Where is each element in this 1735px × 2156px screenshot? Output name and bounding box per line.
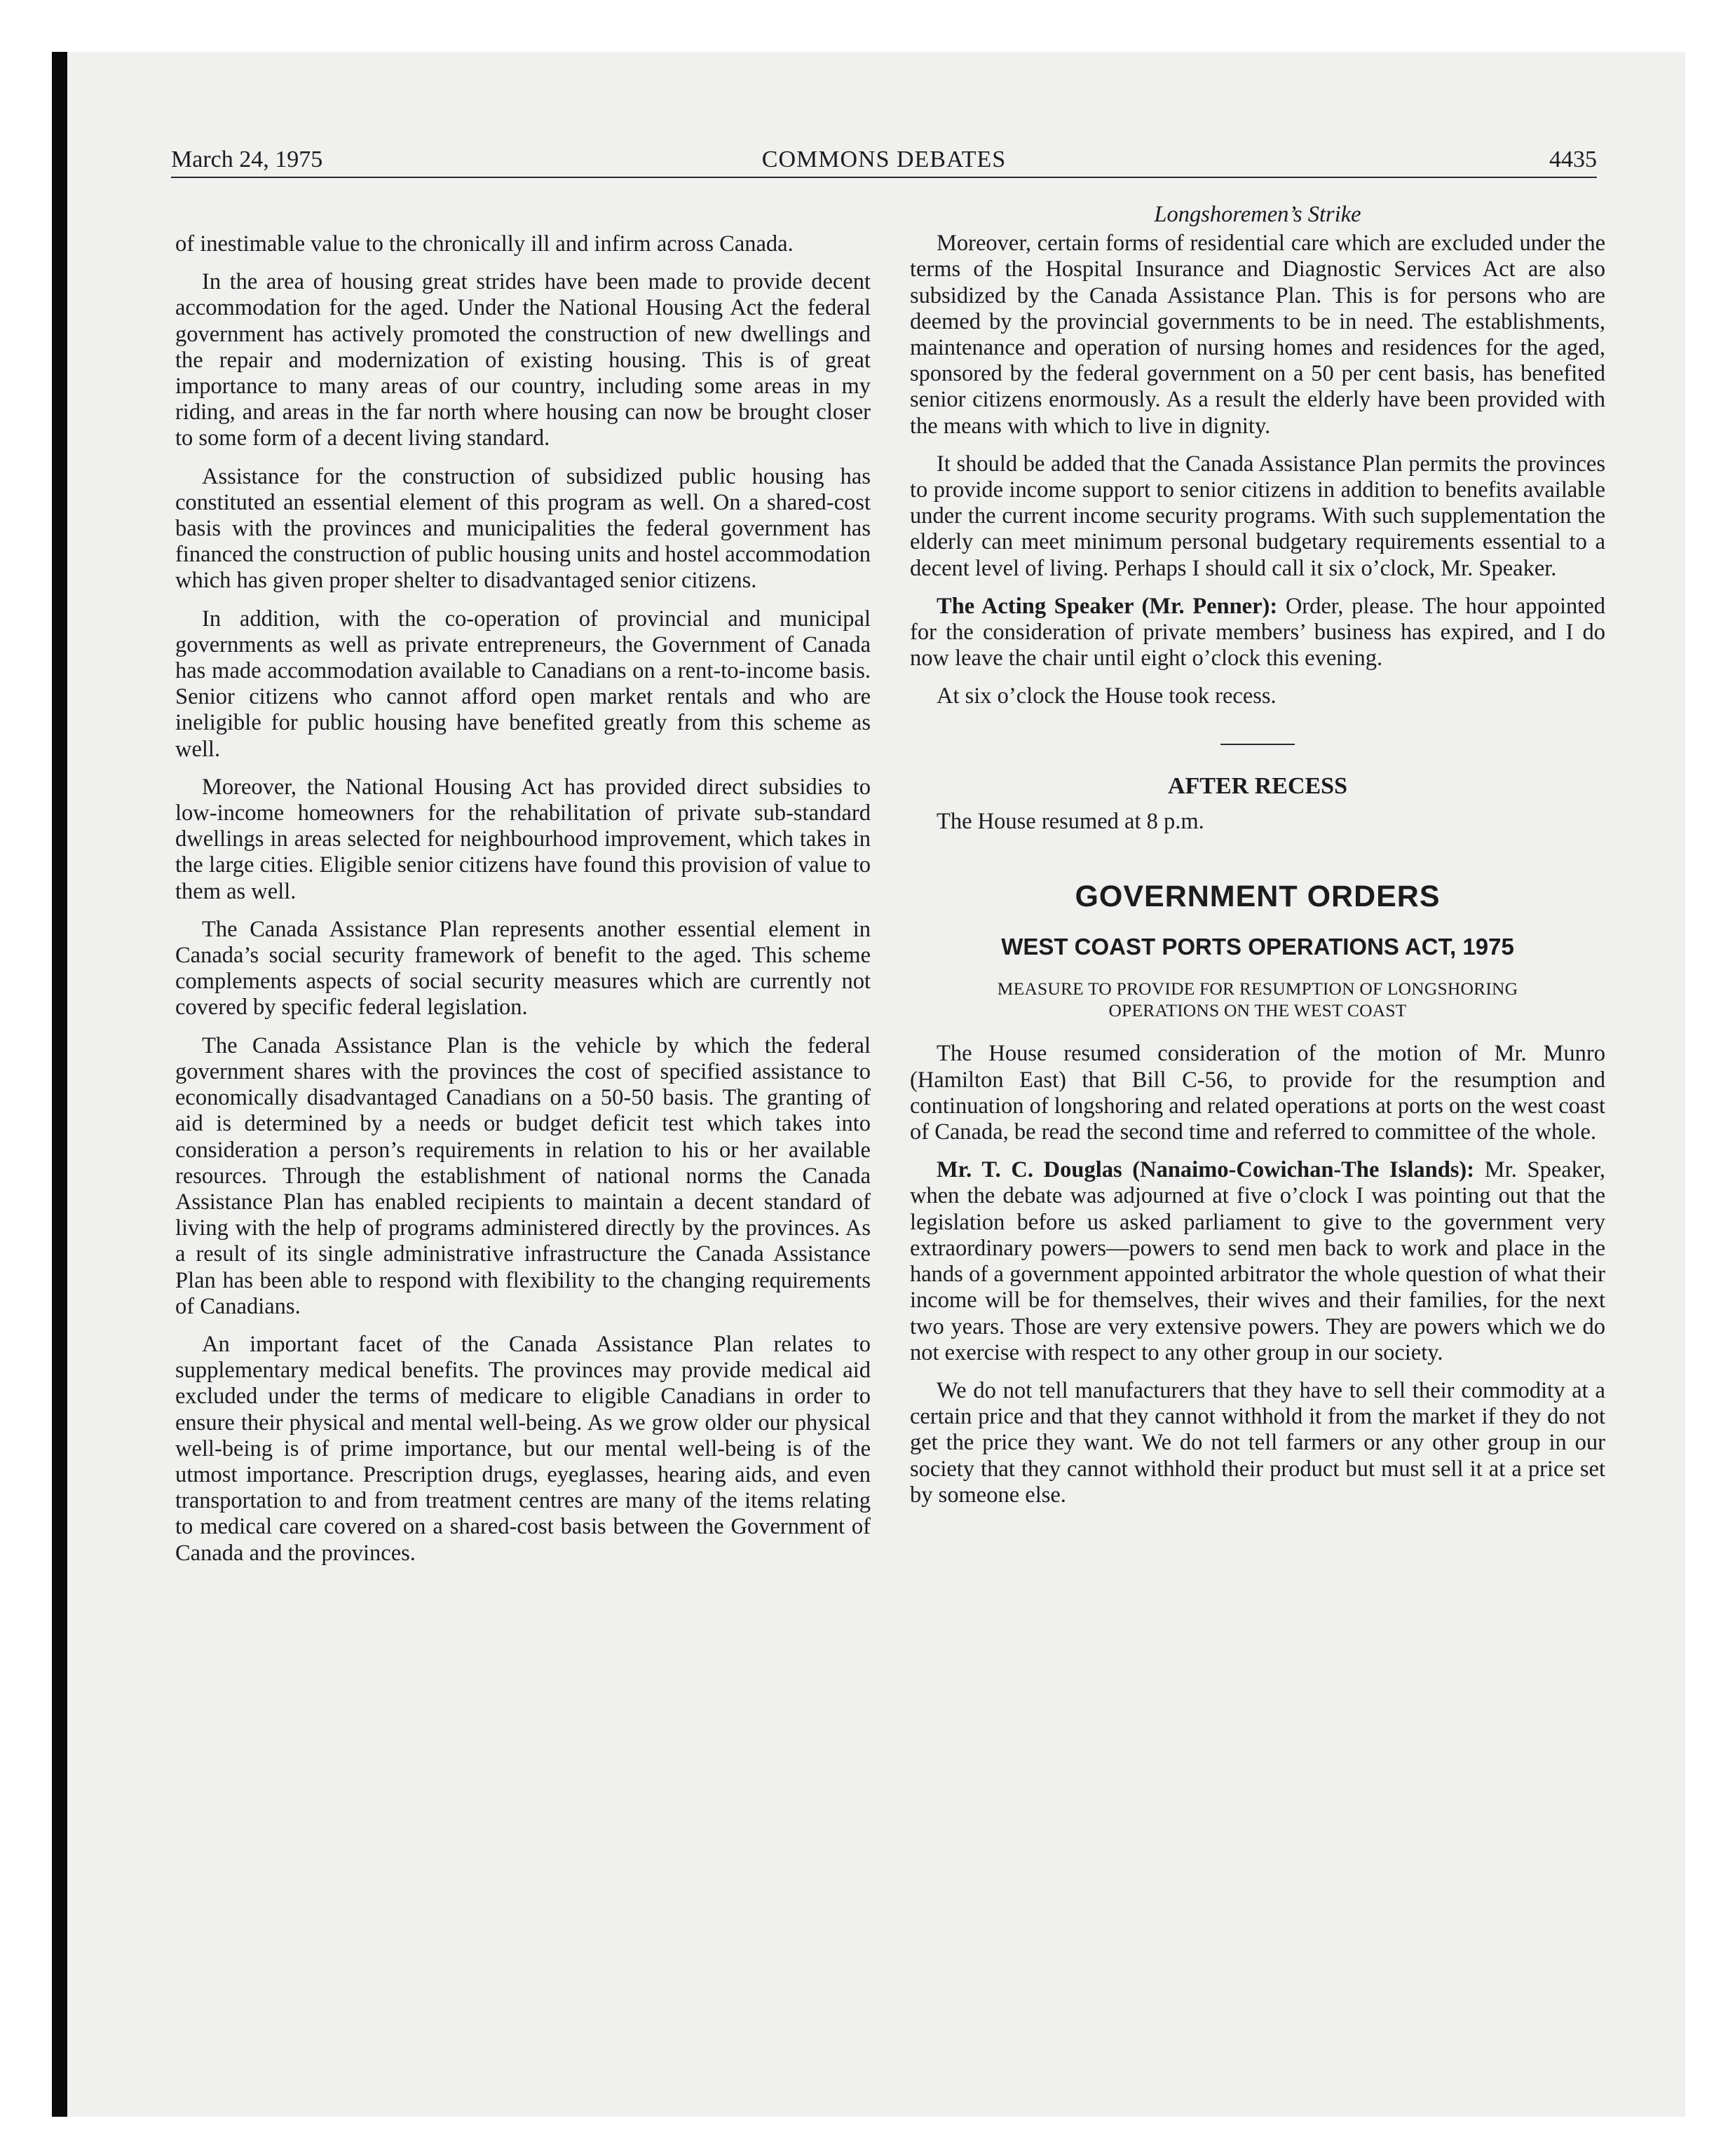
paragraph: Assistance for the construction of subsidized public housing has constituted an essential element of this program as well. On a shared-cost basis with the provinces and municipalities the federal government has financed the construction of public housing units and hostel accommodation which has given proper shelter to disadvantaged senior citizens. bbox=[175, 463, 871, 594]
paragraph: An important facet of the Canada Assistance Plan relates to supplementary medical benefits. The provinces may provide medical aid excluded under the terms of medicare to eligible Canadians in order to ensure their physical and mental well-being. As we grow older our physical well-being is of prime importance, but our mental well-being is of the utmost importance. Prescription drugs, eyeglasses, hearing aids, and even transportation to and from treatment centres are many of the items relating to medical care covered on a shared-cost basis between the Government of Canada and the provinces. bbox=[175, 1331, 871, 1566]
act-title: WEST COAST PORTS OPERATIONS ACT, 1975 bbox=[1001, 934, 1514, 960]
paragraph: In the area of housing great strides have been made to provide decent accommodation for the aged. Under the National Housing Act the federal government has actively promoted the construction of new dwellings and the repair and modernization of existing housing. This is of great importance to many areas of our country, including some areas in my riding, and areas in the far north where housing can now be brought closer to some form of a decent living standard. bbox=[175, 269, 871, 451]
speaker-text: Mr. Speaker, when the debate was adjourned at five o’clock I was pointing out that the legislation before us asked parliament to give to the government very extraordinary powers—powers to send men back to work and place in the hands of a government appointed arbitrator the whole question of what their income will be for themselves, their wives and their families, for the next two years. Those are very extensive powers. They are powers which we do not exercise with respect to any other group in our society. bbox=[910, 1157, 1605, 1365]
acting-speaker-paragraph bbox=[910, 594, 1605, 672]
running-subhead: Longshoremen’s Strike bbox=[1154, 202, 1361, 227]
page-header bbox=[171, 144, 1597, 178]
paragraph: Moreover, certain forms of residential care which are excluded under the terms of the Hospital Insurance and Diagnostic Services Act are also subsidized by the Canada Assistance Plan. This is for persons who are deemed by the provincial governments to be in need. The establishments, maintenance and operation of nursing homes and residences for the aged, sponsored by the federal government on a 50 per cent basis, has benefited senior citizens enormously. As a result the elderly have been provided with the means with which to live in dignity. bbox=[910, 231, 1605, 439]
motion-paragraph: The House resumed consideration of the motion of Mr. Munro (Hamilton East) that Bill C-56, to provide for the resumption and continuation of longshoring and related operations at ports on the west coast of Canada, be read the second time and referred to committee of the whole. bbox=[910, 1041, 1605, 1145]
speaker-name: Mr. T. C. Douglas (Nanaimo-Cowichan-The Islands): bbox=[937, 1157, 1475, 1183]
paragraph: It should be added that the Canada Assistance Plan permits the provinces to provide income support to senior citizens in addition to benefits available under the current income security programs. With such supplementation the elderly can meet minimum personal budgetary requirements essential to a decent level of living. Perhaps I should call it six o’clock, Mr. Speaker. bbox=[910, 451, 1605, 581]
speaker-name: The Acting Speaker (Mr. Penner): bbox=[937, 593, 1278, 619]
speaker-text: Order, please. The hour appointed for the consideration of private members’ business has expired, and I do now leave the chair until eight o’clock this evening. bbox=[910, 593, 1605, 671]
paragraph: We do not tell manufacturers that they have to sell their commodity at a certain price and that they cannot withhold it from the market if they do not get the price they want. We do not tell farmers or any other group in our society that they cannot withhold their product but must sell it at a price set by someone else. bbox=[910, 1377, 1605, 1508]
right-column bbox=[910, 202, 1605, 1520]
measure-line: OPERATIONS ON THE WEST COAST bbox=[1108, 1000, 1407, 1021]
after-recess-heading: AFTER RECESS bbox=[1167, 772, 1347, 799]
douglas-paragraph bbox=[910, 1157, 1605, 1366]
resumed-note: The House resumed at 8 p.m. bbox=[937, 808, 1204, 834]
paragraph: of inestimable value to the chronically ill and infirm across Canada. bbox=[175, 231, 794, 257]
header-publication-title: COMMONS DEBATES bbox=[761, 146, 1007, 172]
measure-subtitle bbox=[910, 978, 1605, 1021]
header-date: March 24, 1975 bbox=[171, 146, 323, 172]
paragraph: Moreover, the National Housing Act has provided direct subsidies to low-income homeowners for the rehabilitation of private sub-standard dwellings in areas selected for neighbourhood improvement, which takes in the large cities. Eligible senior citizens have found this provision of value to them as well. bbox=[175, 774, 871, 904]
paragraph: The Canada Assistance Plan represents another essential element in Canada’s social security framework of benefit to the aged. This scheme complements aspects of social security measures which are currently not covered by specific federal legislation. bbox=[175, 916, 871, 1021]
paragraph: The Canada Assistance Plan is the vehicle by which the federal government shares with the provinces the cost of specified assistance to economically disadvantaged Canadians on a 50-50 basis. The granting of aid is determined by a needs or budget deficit test which takes into consideration a person’s requirements in relation to his or her available resources. Through the establishment of national norms the Canada Assistance Plan has enabled recipients to maintain a decent standard of living with the help of programs administered directly by the provinces. As a result of its single administrative infrastructure the Canada Assistance Plan has been able to respond with flexibility to the changing requirements of Canadians. bbox=[175, 1032, 871, 1319]
measure-line: MEASURE TO PROVIDE FOR RESUMPTION OF LONGSHORING bbox=[997, 978, 1518, 999]
recess-note: At six o’clock the House took recess. bbox=[937, 683, 1277, 709]
scan-binding-edge bbox=[52, 52, 67, 2117]
government-orders-heading: GOVERNMENT ORDERS bbox=[1075, 880, 1441, 914]
paragraph: In addition, with the co-operation of provincial and municipal governments as well as private entrepreneurs, the Government of Canada has made accommodation available to Canadians on a rent-to-income basis. Senior citizens who cannot afford open market rentals and who are ineligible for public housing have benefited greatly from this scheme as well. bbox=[175, 606, 871, 762]
left-column bbox=[175, 231, 871, 1578]
section-divider bbox=[1220, 744, 1295, 745]
header-page-number: 4435 bbox=[1549, 146, 1597, 172]
